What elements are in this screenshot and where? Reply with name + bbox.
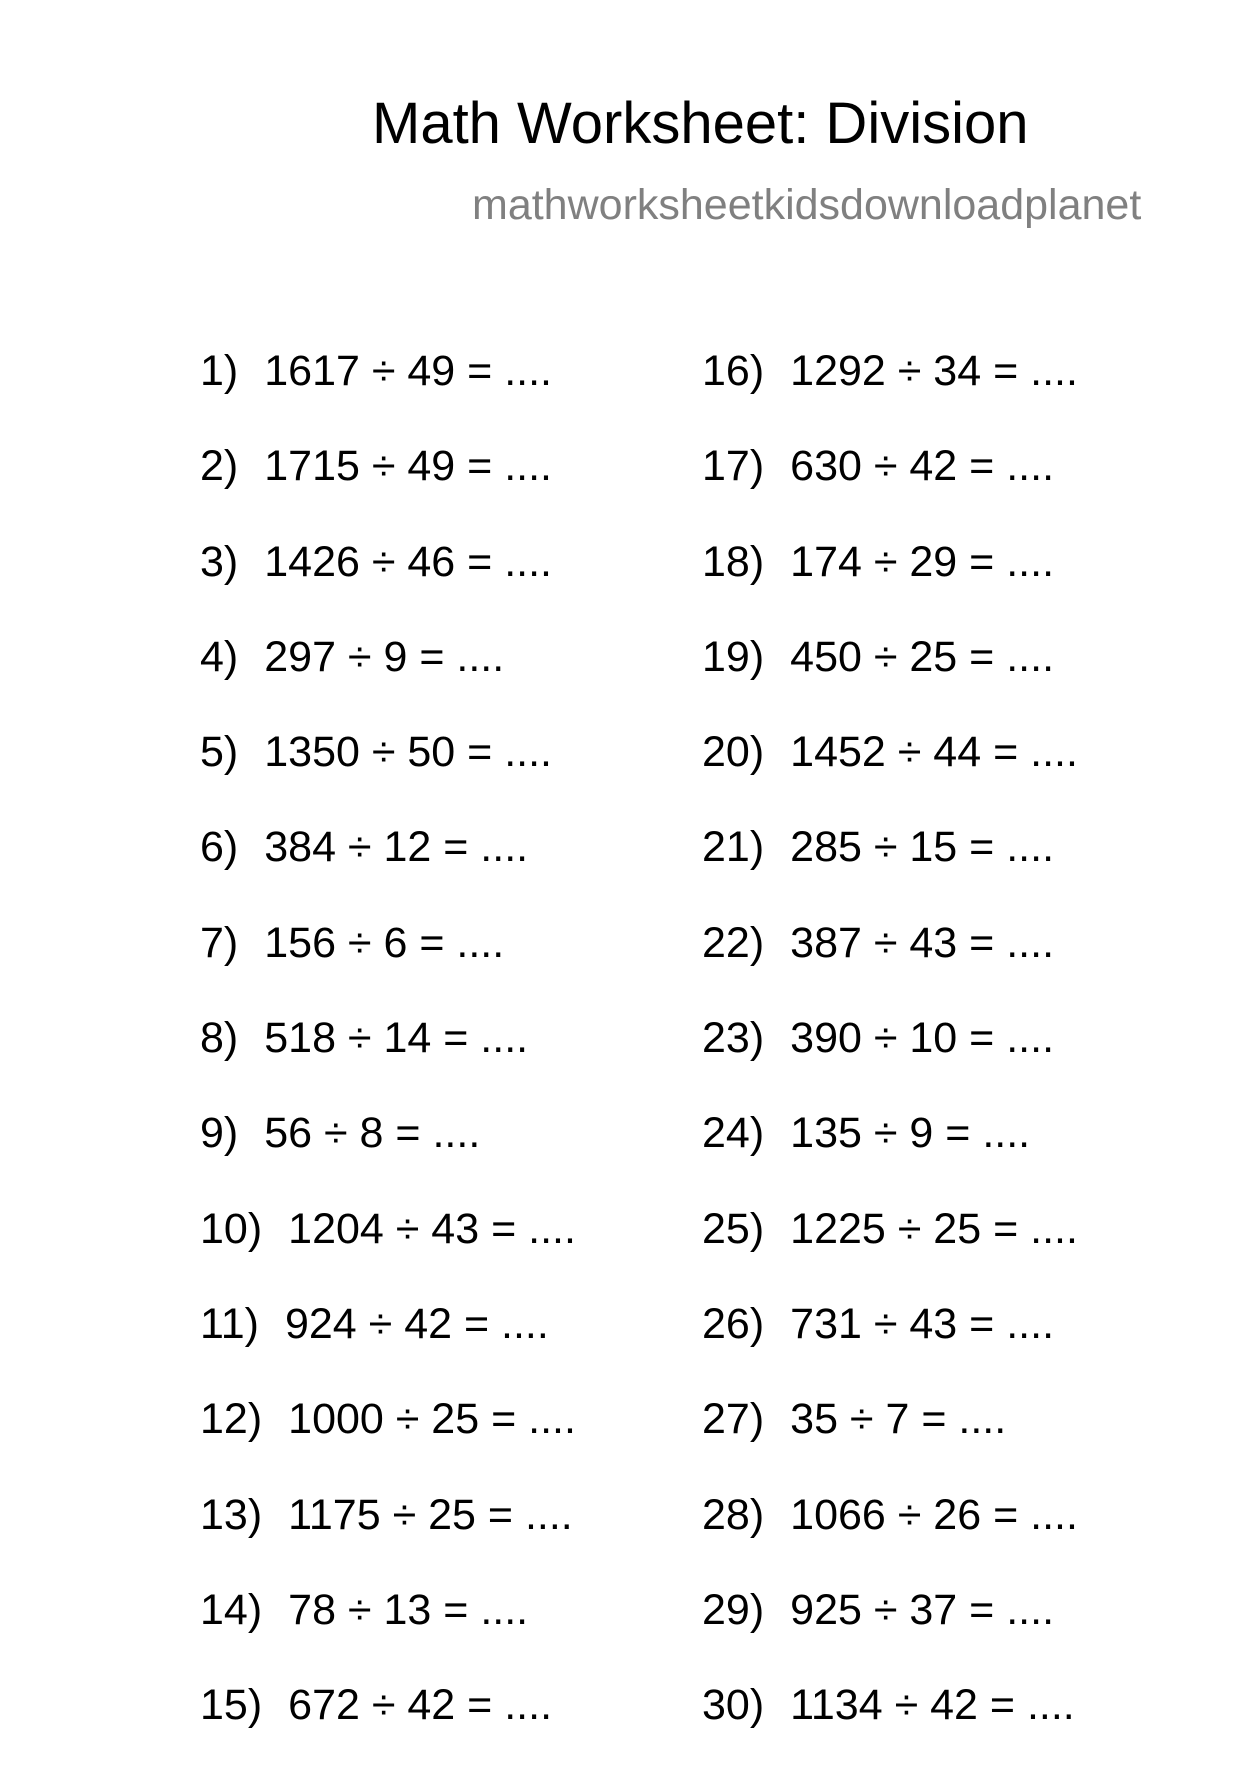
problem-expression: 672 ÷ 42 = .... [288,1681,553,1730]
problem-item [200,347,700,445]
problem-number: 16) [702,347,765,395]
problem-number: 14) [200,1585,263,1634]
problem-number: 25) [702,1204,765,1253]
problem-expression: 1452 ÷ 44 = .... [790,728,1078,777]
problem-expression: 1617 ÷ 49 = .... [264,347,553,395]
problem-item [200,728,700,826]
problem-number: 5) [200,728,239,777]
problem-item [702,1585,1202,1684]
problem-number: 27) [702,1395,765,1444]
problem-expression: 135 ÷ 9 = .... [790,1109,1031,1158]
problem-item [200,1014,700,1112]
problem-column-left [200,347,700,1779]
problem-expression: 1350 ÷ 50 = .... [264,728,553,777]
problem-item [200,1585,700,1684]
problem-expression: 156 ÷ 6 = .... [264,918,505,967]
problem-expression: 630 ÷ 42 = .... [790,442,1055,491]
problem-expression: 1000 ÷ 25 = .... [288,1395,576,1444]
problem-number: 23) [702,1014,765,1063]
problem-expression: 1134 ÷ 42 = .... [790,1681,1075,1730]
problem-number: 29) [702,1585,765,1634]
problem-expression: 1715 ÷ 49 = .... [264,442,553,491]
problem-expression: 1225 ÷ 25 = .... [790,1204,1078,1253]
problem-item [702,1014,1202,1112]
problem-number: 10) [200,1204,263,1253]
problem-item [702,728,1202,826]
problem-number: 20) [702,728,765,777]
problem-item [200,1681,700,1779]
problem-number: 26) [702,1299,765,1348]
problem-item [702,1109,1202,1207]
problem-number: 17) [702,442,765,491]
problem-expression: 174 ÷ 29 = .... [790,537,1055,586]
page-title: Math Worksheet: Division [372,91,1029,156]
problem-item [200,1204,700,1303]
page-subtitle: mathworksheetkidsdownloadplanet [472,181,1142,229]
problem-number: 19) [702,632,765,681]
problem-item [702,1204,1202,1303]
problem-item [702,537,1202,636]
problem-number: 8) [200,1014,239,1063]
problem-expression: 1175 ÷ 25 = .... [288,1490,573,1539]
problem-item [200,918,700,1017]
problem-number: 28) [702,1490,765,1539]
problem-number: 12) [200,1395,263,1444]
problem-item [200,1109,700,1207]
problem-expression: 78 ÷ 13 = .... [288,1585,529,1634]
problem-expression: 1292 ÷ 34 = .... [790,347,1078,395]
problem-number: 15) [200,1681,263,1730]
problem-number: 9) [200,1109,239,1158]
problem-expression: 297 ÷ 9 = .... [264,632,505,681]
problem-number: 6) [200,823,239,872]
problem-item [200,1490,700,1589]
problem-expression: 35 ÷ 7 = .... [790,1395,1007,1444]
problem-column-right [702,347,1202,1779]
problem-expression: 731 ÷ 43 = .... [790,1299,1055,1348]
problem-number: 7) [200,918,239,967]
problem-item [702,918,1202,1017]
problem-item [200,632,700,731]
problem-item [200,1299,700,1398]
problem-number: 3) [200,537,239,586]
problem-expression: 1066 ÷ 26 = .... [790,1490,1078,1539]
problem-expression: 390 ÷ 10 = .... [790,1014,1055,1063]
problem-item [702,1395,1202,1493]
problem-item [200,1395,700,1493]
problem-expression: 56 ÷ 8 = .... [264,1109,481,1158]
problem-number: 1) [200,347,239,395]
problem-item [702,442,1202,540]
problem-expression: 384 ÷ 12 = .... [264,823,529,872]
problem-expression: 285 ÷ 15 = .... [790,823,1055,872]
problem-expression: 387 ÷ 43 = .... [790,918,1055,967]
problem-item [702,1490,1202,1589]
problem-item [702,347,1202,445]
problem-expression: 450 ÷ 25 = .... [790,632,1055,681]
problem-expression: 925 ÷ 37 = .... [790,1585,1055,1634]
problem-expression: 1204 ÷ 43 = .... [288,1204,576,1253]
problem-number: 11) [200,1299,259,1348]
problem-item [702,632,1202,731]
problem-number: 24) [702,1109,765,1158]
problem-item [702,1299,1202,1398]
problem-item [702,823,1202,921]
problem-number: 2) [200,442,239,491]
problem-number: 13) [200,1490,263,1539]
problem-number: 22) [702,918,765,967]
problem-item [200,537,700,636]
problem-number: 4) [200,632,239,681]
problem-number: 21) [702,823,765,872]
problem-item [200,823,700,921]
problem-expression: 518 ÷ 14 = .... [264,1014,529,1063]
problem-item [702,1681,1202,1779]
problem-number: 18) [702,537,765,586]
problem-expression: 924 ÷ 42 = .... [284,1299,549,1348]
problem-expression: 1426 ÷ 46 = .... [264,537,553,586]
problem-number: 30) [702,1681,765,1730]
problem-item [200,442,700,540]
